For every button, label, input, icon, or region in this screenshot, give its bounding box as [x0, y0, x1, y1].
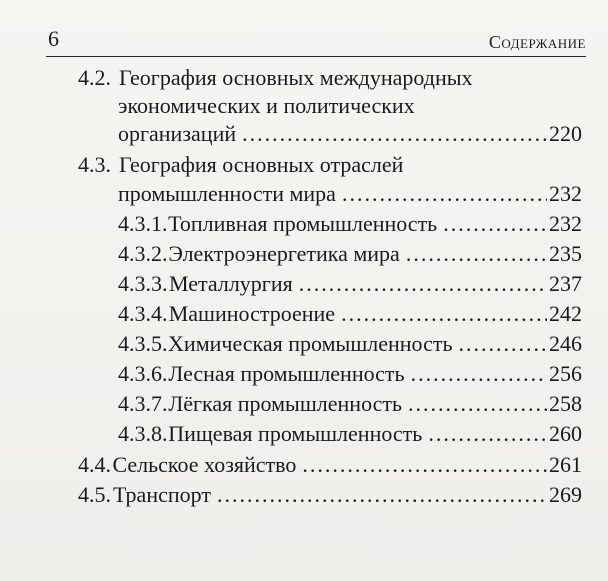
toc-entry-page: 242: [549, 301, 582, 326]
toc-entry-number: 4.4.: [78, 452, 111, 477]
toc-entry-title: Лёгкая промышленность: [168, 391, 403, 416]
toc-entry-title: Электроэнергетика мира: [168, 241, 400, 266]
toc-entry-number: 4.3.1.: [118, 211, 168, 236]
dot-leader: [408, 390, 547, 418]
toc-entry-number: 4.3.3.: [118, 271, 168, 296]
toc-entry-page: 258: [549, 391, 582, 416]
toc-entry-title: Металлургия: [168, 271, 293, 296]
toc-entry-number: 4.3.7.: [118, 391, 168, 416]
toc-entry-title: экономических и политических: [118, 93, 415, 118]
toc-entry-page: 232: [549, 181, 582, 206]
toc-entry-4-3-6: [118, 360, 582, 388]
toc-entry-number: 4.2.: [78, 65, 111, 90]
toc-entry-page: 256: [549, 361, 582, 386]
toc-entry-page: 237: [549, 271, 582, 296]
dot-leader: [443, 210, 547, 238]
toc-entry-page: 220: [549, 121, 582, 146]
toc-entry-4-5: [78, 481, 582, 509]
toc-entry-4-2-line-2: [118, 92, 588, 120]
toc-entry-page: 235: [549, 241, 582, 266]
toc-entry-number: 4.3.4.: [118, 301, 168, 326]
toc-entry-title: Лесная промышленность: [168, 361, 405, 386]
toc-entry-title: Топливная промышленность: [168, 211, 438, 236]
toc-entry-number: 4.3.: [78, 152, 111, 177]
toc-entry-4-4: [78, 451, 582, 479]
dot-leader: [217, 481, 547, 509]
toc-entry-4-3-8: [118, 420, 582, 448]
toc-entry-number: 4.5.: [78, 482, 111, 507]
toc-entry-4-2-line-1: [78, 64, 588, 92]
toc-entry-title: География основных отраслей: [119, 152, 404, 177]
toc-entry-4-3-3: [118, 270, 582, 298]
toc-entry-page: 269: [549, 482, 582, 507]
dot-leader: [341, 300, 547, 328]
toc-entry-4-3-line-2: [118, 180, 582, 208]
toc-entry-title: организаций: [118, 121, 237, 146]
page-number: 6: [48, 26, 59, 51]
dot-leader: [406, 240, 547, 268]
toc-entry-number: 4.3.2.: [118, 241, 168, 266]
toc-entry-page: 260: [549, 421, 582, 446]
toc-entry-number: 4.3.5.: [118, 331, 168, 356]
toc-entry-4-3-4: [118, 300, 582, 328]
toc-entry-4-3-7: [118, 390, 582, 418]
toc-entry-title: Машиностроение: [168, 301, 336, 326]
dot-leader: [299, 270, 547, 298]
toc-entry-title: Пищевая промышленность: [168, 421, 423, 446]
dot-leader: [411, 360, 547, 388]
toc-entry-page: 246: [549, 331, 582, 356]
dot-leader: [302, 451, 547, 479]
toc-entry-title: Химическая промышленность: [168, 331, 453, 356]
dot-leader: [342, 180, 547, 208]
toc-entry-page: 232: [549, 211, 582, 236]
dot-leader: [242, 120, 547, 148]
toc-entry-number: 4.3.6.: [118, 361, 168, 386]
dot-leader: [428, 420, 547, 448]
toc-entry-page: 261: [549, 452, 582, 477]
toc-entry-title: География основных международных: [119, 65, 473, 90]
toc-entry-number: 4.3.8.: [118, 421, 168, 446]
toc-entry-4-3-1: [118, 210, 582, 238]
toc-entry-4-3-5: [118, 330, 582, 358]
toc-entry-title: промышленности мира: [118, 181, 336, 206]
toc-entry-4-3-line-1: [78, 151, 588, 179]
toc-entry-4-2-line-3: [118, 120, 582, 148]
running-head: Содержание: [488, 32, 586, 52]
toc-entry-title: Транспорт: [112, 482, 211, 507]
toc-entry-title: Сельское хозяйство: [112, 452, 297, 477]
toc-entry-4-3-2: [118, 240, 582, 268]
dot-leader: [459, 330, 547, 358]
